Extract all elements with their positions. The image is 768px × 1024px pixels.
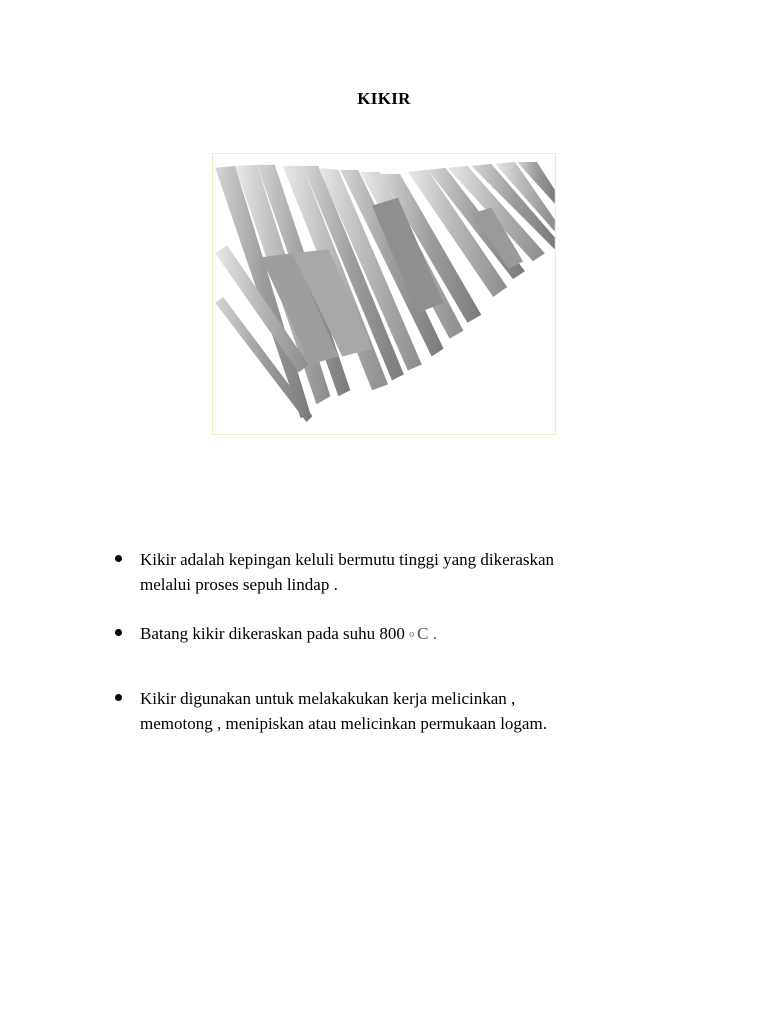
bullet-line: melalui proses sepuh lindap . [140,575,338,594]
page-title: KIKIR [357,89,411,108]
bullet-line: Kikir adalah kepingan keluli bermutu tinggi yang dikeraskan [140,550,555,569]
bullet-dot-icon [115,694,122,701]
bullet-line: memotong , menipiskan atau melicinkan permukaan logam. [140,714,547,733]
bullet-line: Kikir digunakan untuk melakakukan kerja melicinkan , [140,689,516,708]
bullet-text [140,547,670,597]
bullet-prefix: Batang kikir dikeraskan pada suhu 800 [140,624,410,643]
bullet-text [140,686,670,736]
bullet-dot-icon [115,555,122,562]
bullet-line [140,621,670,647]
bullet-dot-icon [115,629,122,636]
degree-symbol: o [409,629,415,640]
bullet-text [140,621,670,647]
temperature-unit: C . [417,624,437,643]
